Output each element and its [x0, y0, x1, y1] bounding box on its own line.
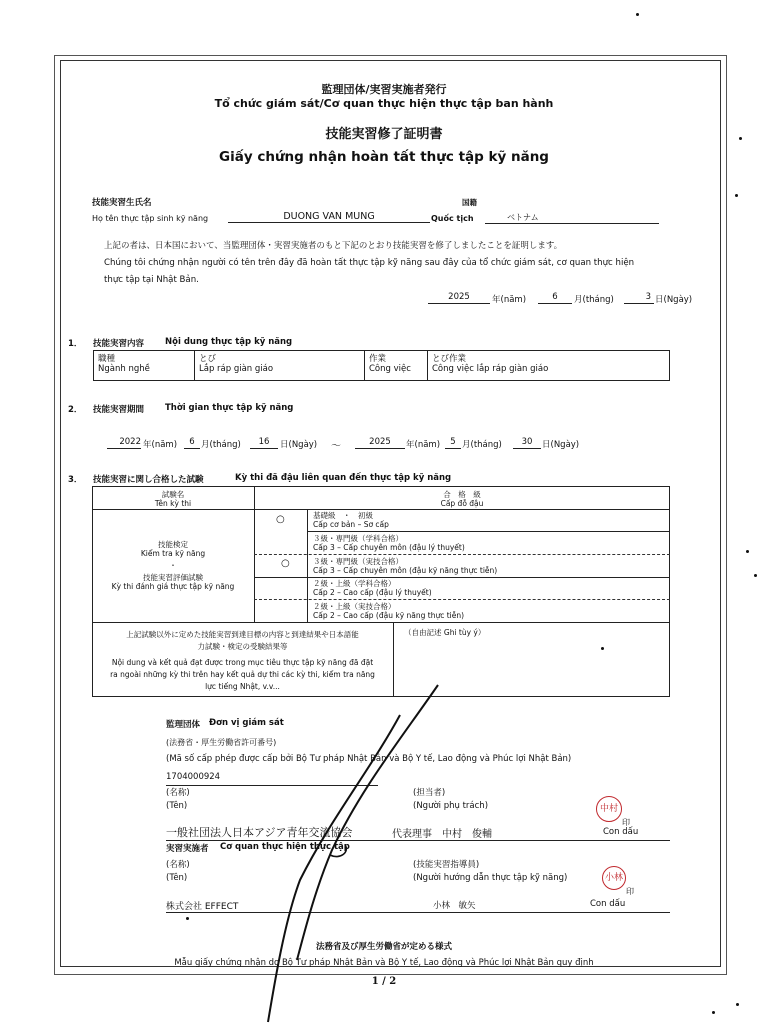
exam-name-sep: ・ [169, 561, 177, 570]
implementer-title-vn: Cơ quan thực hiện thực tập [220, 842, 350, 852]
speckle [186, 917, 189, 920]
circle-mark-2: ○ [281, 558, 290, 569]
end-day: 30 [513, 437, 541, 449]
page-number: 1 / 2 [371, 976, 397, 987]
exam-col1-header-jp: 試験名 [161, 490, 185, 499]
work-label-cell [365, 351, 428, 381]
level-5-jp: ２級・上級（実技合格） [313, 602, 396, 611]
level-4-vn: Cấp 2 – Cao cấp (đậu lý thuyết) [313, 588, 432, 597]
speckle [754, 574, 757, 577]
issue-day: 3 [624, 292, 654, 304]
implementer-divider [166, 840, 670, 841]
level-3-vn: Cấp 3 – Cấp chuyên môn (đậu kỹ năng thực tiễn) [313, 566, 498, 575]
license-label-vn: (Mã số cấp phép được cấp bởi Bộ Tư pháp Nhật Bản và Bộ Y tế, Lao động và Phúc lợi Nhật Bản) [166, 754, 572, 764]
supervisor-stamp-label: Con dấu [603, 827, 639, 837]
work-value-cell [428, 351, 670, 381]
statement-jp: 上記の者は、日本国において、当監理団体・実習実施者のもと下記のとおり技能実習を修了しましたことを証明します。 [104, 241, 563, 251]
supervisor-name-value: 一般社団法人日本アジア青年交流協会 [166, 826, 353, 839]
speckle [712, 1011, 715, 1014]
supervisor-seal: 中村 [596, 796, 622, 822]
supervisor-name-label-vn: (Tên) [166, 801, 188, 811]
other-results-jp-2: 力試験・検定の受験結果等 [197, 642, 288, 651]
trainee-name-label-vn: Họ tên thực tập sinh kỹ năng [92, 214, 209, 223]
speckle [735, 194, 738, 197]
implementer-name-label-vn: (Tên) [166, 873, 188, 883]
issue-day-label: 日(Ngày) [655, 295, 693, 305]
section1-num: 1． [68, 339, 83, 349]
issuer-line-jp: 監理団体/実習実施者発行 [321, 83, 447, 96]
level-5-vn: Cấp 2 – Cao cấp (đậu kỹ năng thực tiễn) [313, 611, 465, 620]
section3-title-vn: Kỳ thi đã đậu liên quan đến thực tập kỹ năng [235, 473, 452, 483]
trainee-name-value: DUONG VAN MUNG [228, 211, 430, 223]
supervisor-resp-label-jp: (担当者) [413, 788, 446, 798]
exam-bottom-divider [92, 622, 670, 623]
occupation-table [93, 350, 670, 381]
work-label-jp: 作業 [369, 354, 387, 364]
level-3-jp: ３級・専門級（実技合格） [313, 557, 403, 566]
other-results-jp-1: 上記試験以外に定めた技能実習到達目標の内容と到達結果や日本語能 [126, 630, 359, 639]
level-2-vn: Cấp 3 – Cấp chuyên môn (đậu lý thuyết) [313, 543, 465, 552]
title-vn: Giấy chứng nhận hoàn tất thực tập kỹ năng [219, 149, 549, 165]
level-divider-4 [254, 599, 670, 600]
section2-num: 2． [68, 405, 83, 415]
issue-year-label: 年(năm) [492, 295, 527, 305]
speckle [739, 137, 742, 140]
supervisor-resp-value: 代表理事 中村 俊輔 [392, 829, 492, 840]
exam-name-vn-2: Kỳ thi đánh giá thực tập kỹ năng [111, 582, 235, 591]
other-divider [393, 622, 394, 697]
other-results-vn-1: Nội dung và kết quả đạt được trong mục tiêu thực tập kỹ năng đã đặt [111, 658, 374, 667]
start-month: 6 [184, 437, 200, 449]
exam-col1-header-vn: Tên kỳ thi [154, 499, 192, 508]
license-label-jp: (法務省・厚生労働省許可番号) [166, 738, 277, 747]
footer-vn: Mẫu giấy chứng nhận do Bộ Tư pháp Nhật Bản và Bộ Y tế, Lao động và Phúc lợi Nhật Bản quy định [174, 958, 594, 968]
end-day-label: 日(Ngày) [542, 440, 580, 450]
implementer-underline [166, 912, 670, 913]
level-1-vn: Cấp cơ bản – Sơ cấp [313, 520, 389, 529]
supervisor-title-vn: Đơn vị giám sát [209, 718, 284, 728]
implementer-name-value: 株式会社 EFFECT [166, 902, 239, 912]
section3-num: 3． [68, 475, 83, 485]
level-1-jp: 基礎級 ・ 初級 [313, 511, 373, 520]
end-year-label: 年(năm) [406, 440, 441, 450]
issue-year: 2025 [428, 292, 490, 304]
end-month: 5 [445, 437, 461, 449]
start-year-label: 年(năm) [143, 440, 178, 450]
license-number: 1704000924 [166, 772, 221, 782]
supervisor-seal-mark: 印 [622, 818, 630, 827]
start-day: 16 [250, 437, 278, 449]
work-label-vn: Công việc [369, 364, 411, 374]
supervisor-name-label-jp: (名称) [166, 788, 190, 798]
level-divider-1 [307, 531, 670, 532]
section1-title-vn: Nội dung thực tập kỹ năng [165, 337, 293, 347]
end-month-label: 月(tháng) [462, 440, 502, 450]
section2-title-vn: Thời gian thực tập kỹ năng [165, 403, 294, 413]
issue-month-label: 月(tháng) [574, 295, 614, 305]
start-month-label: 月(tháng) [201, 440, 241, 450]
nationality-label-jp: 国籍 [462, 198, 477, 207]
supervisor-resp-label-vn: (Người phụ trách) [413, 801, 489, 811]
speckle [746, 550, 749, 553]
other-results-vn-3: lực tiếng Nhật, v.v... [205, 682, 280, 691]
exam-name-jp-2: 技能実習評価試験 [143, 573, 203, 582]
instructor-value: 小林 敏矢 [433, 901, 476, 911]
exam-check-divider [307, 509, 308, 622]
start-year: 2022 [107, 437, 141, 449]
occupation-value-jp: とび [199, 354, 217, 364]
statement-vn-2: thực tập tại Nhật Bản. [104, 275, 199, 285]
occupation-label-vn: Ngành nghề [98, 364, 150, 374]
section1-title-jp: 技能実習内容 [93, 339, 145, 349]
issue-month: 6 [538, 292, 572, 304]
start-day-label: 日(Ngày) [280, 440, 318, 450]
work-value-vn: Công việc lắp ráp giàn giáo [432, 364, 549, 374]
statement-vn-1: Chúng tôi chứng nhận người có tên trên đây đã hoàn tất thực tập kỹ năng sau đây của tổ chức giám sát, cơ quan thực hiện [104, 258, 635, 268]
instructor-label-vn: (Người hướng dẫn thực tập kỹ năng) [413, 873, 568, 883]
date-range-tilde: ～ [331, 441, 341, 452]
speckle [736, 1003, 739, 1006]
work-value-jp: とび作業 [432, 354, 467, 364]
exam-col2-header-vn: Cấp đỗ đậu [440, 499, 484, 508]
title-jp: 技能実習修了証明書 [325, 127, 443, 142]
speckle [601, 647, 604, 650]
occupation-label-cell [94, 351, 195, 381]
nationality-value: ベトナム [485, 212, 659, 224]
occupation-label-jp: 職種 [98, 354, 116, 364]
exam-name-jp-1: 技能検定 [158, 540, 188, 549]
level-divider-2 [254, 554, 670, 555]
level-4-jp: ２級・上級（学科合格） [313, 579, 396, 588]
footer-jp: 法務省及び厚生労働省が定める様式 [315, 942, 452, 952]
exam-col2-header-jp: 合 格 級 [443, 490, 481, 499]
speckle [636, 13, 639, 16]
end-year: 2025 [355, 437, 405, 449]
implementer-stamp-label: Con dấu [590, 899, 626, 909]
section2-title-jp: 技能実習期間 [93, 405, 145, 415]
implementer-title-jp: 実習実施者 [166, 844, 209, 854]
instructor-label-jp: (技能実習指導員) [413, 860, 480, 870]
exam-header-divider [92, 509, 670, 510]
exam-name-vn-1: Kiểm tra kỹ năng [140, 549, 206, 558]
occupation-value-cell [195, 351, 365, 381]
supervisor-title-jp: 監理団体 [166, 720, 201, 730]
free-description-label: （自由記述 Ghi tùy ý） [404, 628, 486, 637]
other-results-vn-2: ra ngoài những kỳ thi trên hay kết quả dự thi các kỳ thi, kiểm tra năng [110, 670, 375, 679]
level-2-jp: ３級・専門級（学科合格） [313, 534, 403, 543]
issuer-line-vn: Tổ chức giám sát/Cơ quan thực hiện thực tập ban hành [214, 97, 554, 110]
nationality-label-vn: Quốc tịch [431, 214, 474, 223]
license-underline [166, 785, 378, 786]
implementer-seal: 小林 [602, 866, 626, 890]
implementer-name-label-jp: (名称) [166, 860, 190, 870]
occupation-value-vn: Lắp ráp giàn giáo [199, 364, 274, 374]
implementer-seal-mark: 印 [626, 887, 634, 896]
circle-mark-1: ○ [276, 514, 285, 525]
section3-title-jp: 技能実習に関し合格した試験 [93, 475, 204, 485]
trainee-name-label-jp: 技能実習生氏名 [92, 198, 152, 208]
